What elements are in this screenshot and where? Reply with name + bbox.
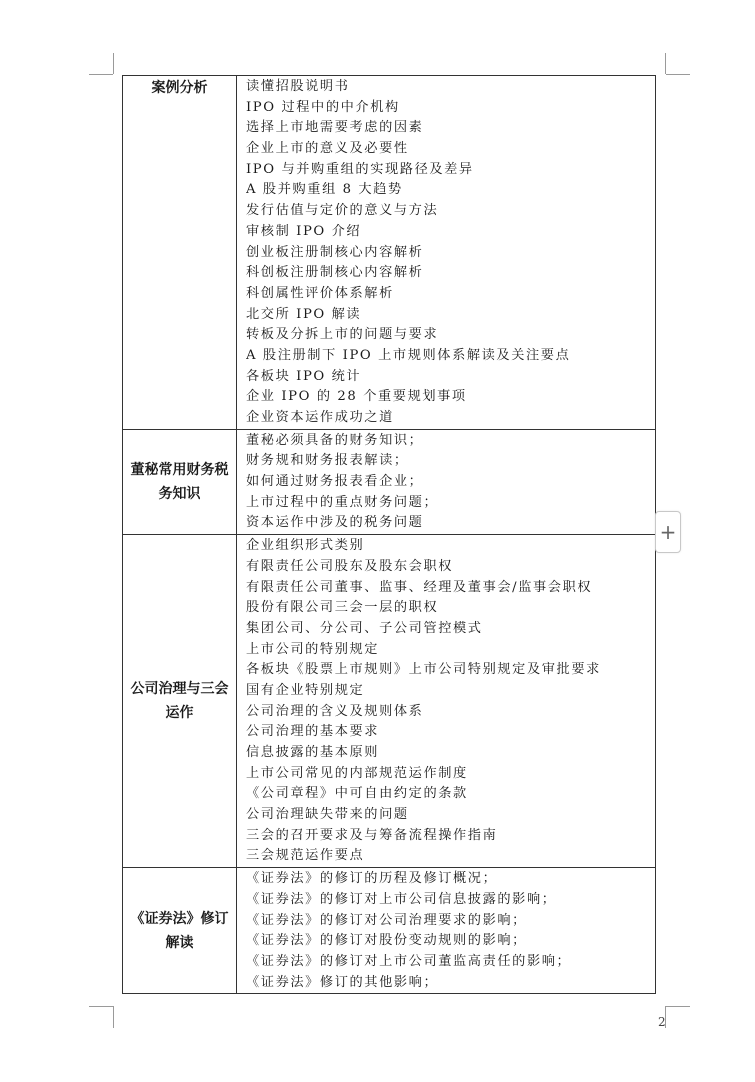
section-row: [123, 535, 656, 868]
outline-item: 集团公司、分公司、子公司管控模式: [246, 620, 483, 636]
outline-item: 《证券法》的修订对上市公司信息披露的影响；: [246, 891, 557, 907]
outline-item: A 股并购重组 8 大趋势: [246, 182, 403, 198]
section-title: 案例分析: [123, 76, 237, 430]
outline-item: 三会的召开要求及与筹备流程操作指南: [246, 827, 498, 843]
outline-item: 公司治理的基本要求: [246, 724, 380, 740]
section-title: 《证券法》修订解读: [123, 868, 237, 994]
section-row: [123, 429, 656, 534]
outline-item: IPO 与并购重组的实现路径及差异: [246, 161, 474, 177]
outline-item: 读懂招股说明书: [246, 79, 350, 94]
section-items: [237, 535, 656, 868]
outline-item: 《证券法》的修订对上市公司董监高责任的影响；: [246, 953, 572, 969]
outline-item: 国有企业特别规定: [246, 682, 365, 698]
add-row-button[interactable]: +: [655, 511, 681, 553]
outline-item: 上市公司常见的内部规范运作制度: [246, 765, 468, 781]
outline-item: 企业资本运作成功之道: [246, 410, 394, 425]
outline-item: 转板及分拆上市的问题与要求: [246, 327, 439, 343]
outline-item: 企业 IPO 的 28 个重要规划事项: [246, 389, 467, 405]
outline-item: 上市公司的特别规定: [246, 641, 380, 657]
section-items: [237, 429, 656, 534]
outline-item: 各板块 IPO 统计: [246, 368, 362, 384]
crop-mark: [113, 53, 114, 74]
course-outline-table: [122, 75, 656, 994]
outline-item: 有限责任公司股东及股东会职权: [246, 558, 454, 574]
outline-item: 选择上市地需要考虑的因素: [246, 120, 424, 136]
outline-item: 资本运作中涉及的税务问题: [246, 515, 424, 531]
crop-mark: [666, 1006, 690, 1007]
page-number: 2: [658, 1015, 666, 1029]
outline-item: 北交所 IPO 解读: [246, 306, 362, 322]
crop-mark: [89, 74, 113, 75]
crop-mark: [113, 1006, 114, 1028]
section-items: [237, 868, 656, 994]
outline-item: 《证券法》的修订的历程及修订概况；: [246, 871, 498, 887]
crop-mark: [666, 74, 690, 75]
outline-item: 《证券法》的修订对股份变动规则的影响；: [246, 933, 527, 949]
outline-item: 三会规范运作要点: [246, 848, 365, 864]
outline-item: 科创板注册制核心内容解析: [246, 265, 424, 281]
outline-item: 企业上市的意义及必要性: [246, 141, 409, 157]
section-title: 公司治理与三会运作: [123, 535, 237, 868]
outline-item: 董秘必须具备的财务知识；: [246, 432, 424, 448]
outline-item: 《证券法》的修订对公司治理要求的影响；: [246, 912, 527, 928]
outline-item: 财务规和财务报表解读；: [246, 453, 409, 469]
outline-item: 股份有限公司三会一层的职权: [246, 600, 439, 616]
outline-item: 信息披露的基本原则: [246, 745, 380, 760]
outline-item: 《证券法》修订的其他影响；: [246, 974, 439, 990]
outline-item: 上市过程中的重点财务问题；: [246, 494, 439, 510]
section-row: [123, 76, 656, 430]
outline-item: 企业组织形式类别: [246, 538, 365, 554]
crop-mark: [89, 1006, 113, 1007]
crop-mark: [665, 53, 666, 74]
outline-item: 审核制 IPO 介绍: [246, 223, 362, 239]
outline-item: 有限责任公司董事、监事、经理及董事会/监事会职权: [246, 579, 593, 595]
outline-item: 《公司章程》中可自由约定的条款: [246, 786, 468, 802]
outline-item: 如何通过财务报表看企业；: [246, 474, 424, 490]
outline-item: 创业板注册制核心内容解析: [246, 244, 424, 260]
outline-item: A 股注册制下 IPO 上市规则体系解读及关注要点: [246, 347, 571, 363]
outline-item: 公司治理缺失带来的问题: [246, 807, 409, 823]
outline-item: 发行估值与定价的意义与方法: [246, 203, 439, 219]
section-row: [123, 868, 656, 994]
section-title: 董秘常用财务税务知识: [123, 429, 237, 534]
section-items: [237, 76, 656, 430]
outline-item: 科创属性评价体系解析: [246, 285, 394, 301]
outline-item: 各板块《股票上市规则》上市公司特别规定及审批要求: [246, 662, 601, 678]
outline-item: IPO 过程中的中介机构: [246, 99, 400, 115]
outline-item: 公司治理的含义及规则体系: [246, 703, 424, 719]
